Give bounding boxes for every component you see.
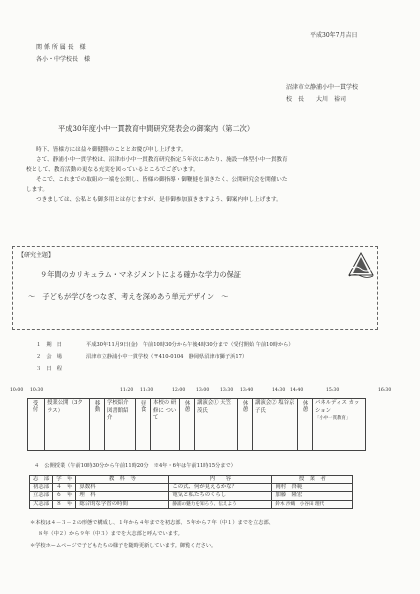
time-label: 11:20 — [120, 388, 134, 393]
column-header: 志 部 — [30, 476, 53, 484]
theme-label: 【研究主題】 — [18, 252, 55, 259]
column-header: 学 年 — [53, 476, 76, 484]
document-date: 平成30年7月吉日 — [310, 32, 358, 39]
time-label: 13:30 — [220, 388, 234, 393]
date-label: １ 期 日 — [36, 342, 62, 348]
note-2: ＊学校ホームページで子どもたちの様子を随時更新しています。御覧ください。 — [30, 543, 217, 549]
schedule-cell: パネルディス カッション 「小中一貫教育」 — [313, 399, 366, 451]
schedule-cell: 休憩 — [238, 399, 253, 451]
paragraph-4: つきましては、公私とも御多用とは存じますが、是非御参加頂きますよう、御案内申し上げます。 — [36, 197, 282, 203]
table-header-row — [30, 476, 353, 484]
schedule-cell: 休憩 — [298, 399, 313, 451]
table-row: 大志部 ８ 年 総合的な学習の時間 静浦の魅力を知ろう、伝えよう 鈴木 沙織 小谷田 理代 — [30, 500, 353, 508]
table-row: 初志部 ４ 年 算数科 この式、何が見えるかな？ 岡村 啓範 — [30, 484, 353, 492]
schedule-cell: 講演会① 天笠 茂氏 — [195, 399, 238, 451]
sender-school: 沼津市立静浦小中一貫学校 — [286, 84, 359, 91]
column-header: 教 科 等 — [76, 476, 169, 484]
schedule-cell: 受付 — [28, 399, 45, 451]
time-label: 12:00 — [172, 388, 186, 393]
time-label: 13:40 — [240, 388, 254, 393]
time-label: 16:30 — [378, 388, 392, 393]
place-value: 沼津市立静浦小中一貫学校（〒410-0104 静岡県沼津市獅子浜17） — [86, 354, 248, 360]
research-theme-box — [12, 246, 378, 330]
schedule-cell: 講演会② 塩谷京子氏 — [253, 399, 298, 451]
time-label: 10:00 — [10, 388, 24, 393]
note-1: ＊本校は４－３－２の形態で構成し、１年から４年までを初志部、５年から７年（中１）までを立志部、 — [30, 520, 274, 526]
paragraph-2: さて、静浦小中一貫学校は、沼津市小中一貫教育研究指定５年次にあたり、施設一体型小中一貫教育 — [36, 157, 288, 163]
recipient-line-1: 関 係 所 属 長 様 — [36, 44, 86, 51]
date-value: 平成30年11月9日(金) 午前10時30分から午後4時30分まで（受付開始 午前10時から） — [86, 342, 294, 348]
schedule-cell: 授業公開（3クラス） — [45, 399, 90, 451]
schedule-cell: 休憩 — [180, 399, 195, 451]
schedule-table — [27, 398, 366, 451]
theme-main: ９年間のカリキュラム・マネジメントによる確かな学力の保証 — [40, 270, 241, 279]
table-row: 立志部 ６ 年 理 科 電気と私たちのくらし 加藤 隆宏 — [30, 492, 353, 500]
schedule-label: ３ 日 程 — [36, 366, 62, 372]
time-label: 14:30 — [272, 388, 286, 393]
time-label: 13:00 — [196, 388, 210, 393]
paragraph-1: 時下、皆様方には益々御健勝のこととお慶び申し上げます。 — [36, 147, 187, 153]
public-lessons-table — [29, 475, 353, 509]
column-header: 授 業 者 — [272, 476, 353, 484]
time-label: 15:30 — [326, 388, 340, 393]
schedule-cell: 昼食 — [136, 399, 151, 451]
place-label: ２ 会 場 — [36, 354, 62, 360]
paragraph-2-cont: 校として、教育活動の更なる充実を図っているところでございます。 — [26, 167, 199, 173]
school-logo-icon — [346, 251, 376, 279]
page-title: 平成30年度小中一貫教育中間研究発表会の御案内（第二次） — [58, 124, 255, 133]
time-label: 10:30 — [30, 388, 44, 393]
schedule-cell: 移動 — [90, 399, 105, 451]
time-label: 11:30 — [140, 388, 154, 393]
theme-sub: ～ 子どもが学びをつなぎ、考えを深めあう単元デザイン ～ — [28, 292, 229, 301]
schedule-cell: 学校紹介 図書館紹介 — [105, 399, 136, 451]
schedule-cell: 本校の 研修に ついて — [151, 399, 180, 451]
paragraph-3-cont: します。 — [26, 187, 48, 193]
column-header: 内 容 — [169, 476, 272, 484]
recipient-line-2: 各小・中学校長 様 — [36, 56, 91, 63]
paragraph-3: そこで、これまでの取組の一端を公開し、皆様の御指導・御鞭撻を頂きたく、公開研究会を開催いた — [36, 177, 288, 183]
time-label: 14:40 — [290, 388, 304, 393]
public-lessons-heading: ４ 公開授業（午前10時30分から午前11時20分 ※4年・6年は午前11時15分まで） — [34, 463, 236, 469]
sender-principal: 校 長 大川 裕司 — [286, 96, 347, 103]
note-1-cont: ８年（中２）から９年（中３）までを大志部と呼んでいます。 — [38, 531, 183, 537]
